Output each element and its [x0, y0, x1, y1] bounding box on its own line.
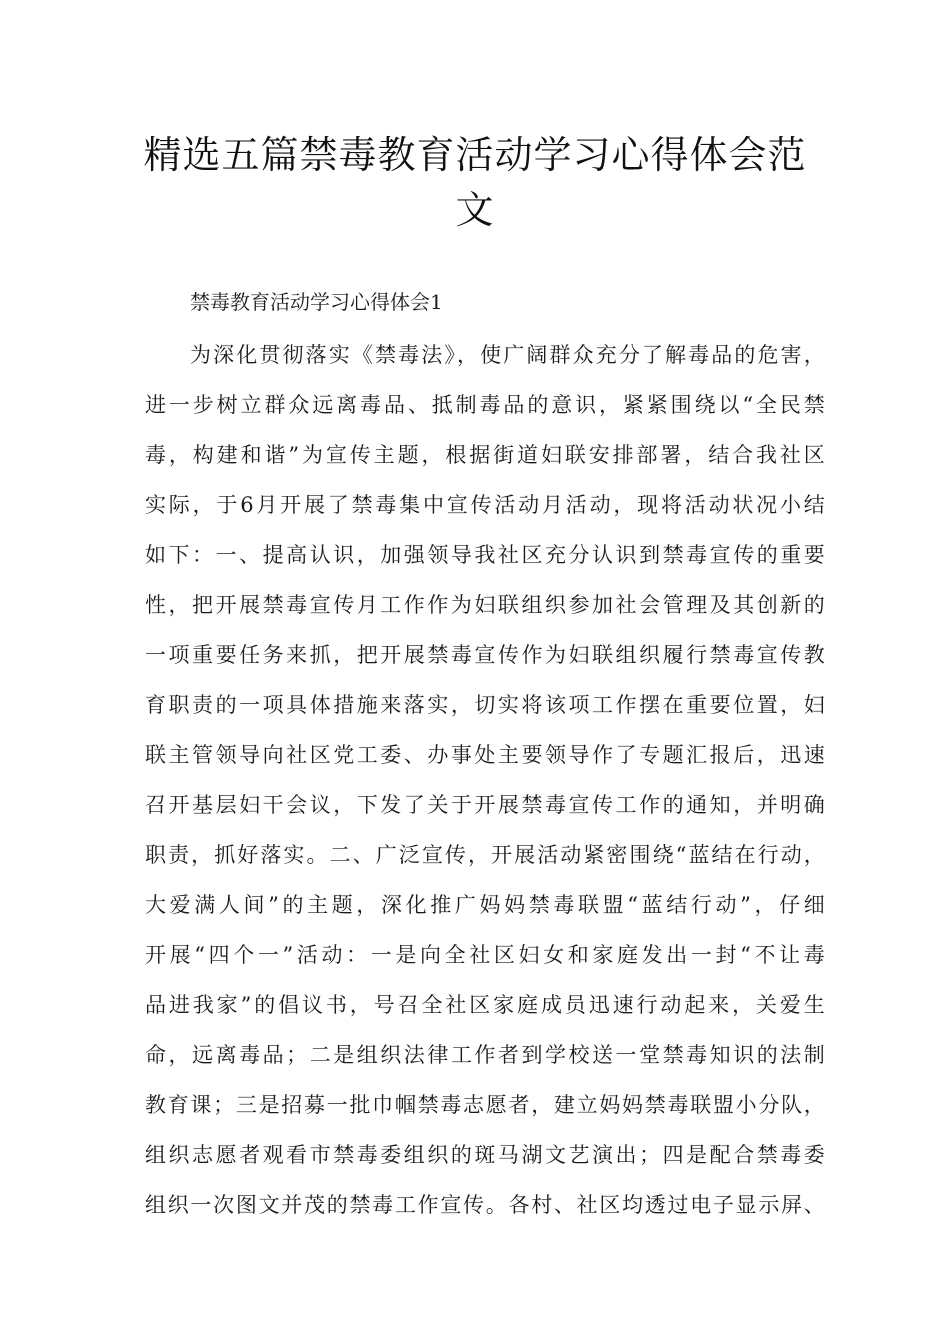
body-line: 育职责的一项具体措施来落实，切实将该项工作摆在重要位置，妇	[145, 693, 825, 717]
body-line: 职责，抓好落实。二、广泛宣传，开展活动紧密围绕“蓝结在行动，	[145, 843, 825, 867]
body-line: 实际，于6月开展了禁毒集中宣传活动月活动，现将活动状况小结	[145, 493, 825, 517]
body-line: 性，把开展禁毒宣传月工作作为妇联组织参加社会管理及其创新的	[145, 593, 825, 617]
body-line: 进一步树立群众远离毒品、抵制毒品的意识，紧紧围绕以“全民禁	[145, 393, 825, 417]
section-heading: 禁毒教育活动学习心得体会1	[190, 290, 443, 314]
document-title	[120, 128, 830, 238]
body-line: 组织一次图文并茂的禁毒工作宣传。各村、社区均透过电子显示屏、	[145, 1193, 825, 1217]
body-line: 大爱满人间”的主题，深化推广妈妈禁毒联盟“蓝结行动”，仔细	[145, 893, 825, 917]
body-paragraph	[145, 330, 825, 1230]
body-line: 开展“四个一”活动：一是向全社区妇女和家庭发出一封“不让毒	[145, 943, 825, 967]
body-line: 一项重要任务来抓，把开展禁毒宣传作为妇联组织履行禁毒宣传教	[145, 643, 825, 667]
document-title-line: 文	[455, 188, 495, 232]
body-line: 联主管领导向社区党工委、办事处主要领导作了专题汇报后，迅速	[145, 743, 825, 767]
body-line: 教育课；三是招募一批巾帼禁毒志愿者，建立妈妈禁毒联盟小分队，	[145, 1093, 825, 1117]
body-line: 为深化贯彻落实《禁毒法》，使广阔群众充分了解毒品的危害，	[190, 343, 825, 367]
body-line: 组织志愿者观看市禁毒委组织的斑马湖文艺演出；四是配合禁毒委	[145, 1143, 825, 1167]
body-line: 召开基层妇干会议，下发了关于开展禁毒宣传工作的通知，并明确	[145, 793, 825, 817]
body-line: 命，远离毒品；二是组织法律工作者到学校送一堂禁毒知识的法制	[145, 1043, 825, 1067]
body-line: 毒，构建和谐”为宣传主题，根据街道妇联安排部署，结合我社区	[145, 443, 825, 467]
body-line: 品进我家”的倡议书，号召全社区家庭成员迅速行动起来，关爱生	[145, 993, 825, 1017]
body-line: 如下：一、提高认识，加强领导我社区充分认识到禁毒宣传的重要	[145, 543, 825, 567]
document-title-line: 精选五篇禁毒教育活动学习心得体会范	[143, 133, 807, 177]
